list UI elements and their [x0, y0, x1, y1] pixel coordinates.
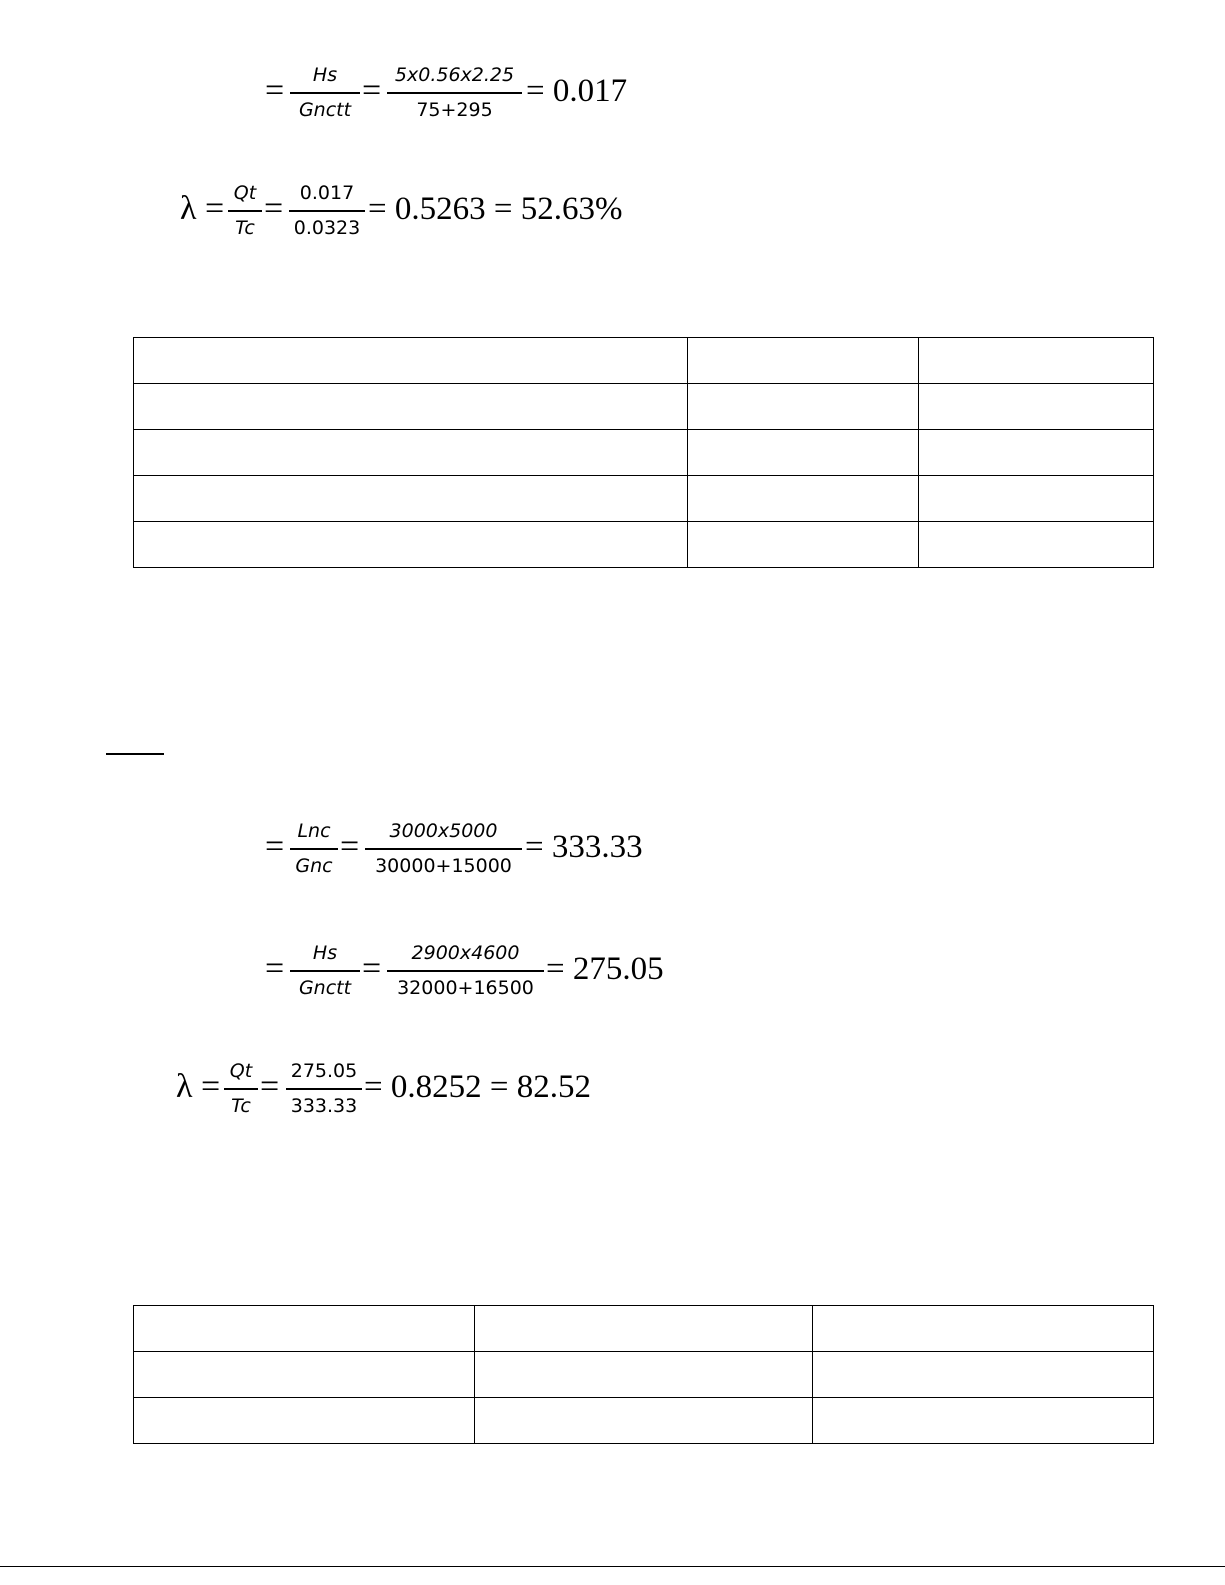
fraction-bar [365, 848, 522, 850]
page-bottom-rule [0, 1566, 1225, 1567]
numerator: Hs [312, 64, 338, 86]
equals-sign: = [340, 828, 360, 865]
table-cell [813, 1352, 1154, 1398]
underline-rule [106, 753, 164, 755]
table-cell [475, 1306, 813, 1352]
denominator: 0.0323 [293, 217, 361, 239]
table-row [134, 384, 1154, 430]
equals-sign: = [265, 828, 285, 865]
fraction-bar [387, 970, 544, 972]
equals-sign: = [260, 1068, 280, 1105]
table-row [134, 1352, 1154, 1398]
fraction-values [286, 1060, 362, 1117]
equals-sign: = [265, 72, 285, 109]
table-row [134, 338, 1154, 384]
result-value: = 0.8252 = 82.52 [364, 1069, 591, 1105]
numerator: 0.017 [299, 182, 355, 204]
table-row [134, 1306, 1154, 1352]
table-2 [133, 1305, 1154, 1444]
fraction-bar [290, 848, 338, 850]
fraction-bar [290, 92, 360, 94]
table-cell [688, 522, 919, 568]
table-row [134, 476, 1154, 522]
table-cell [134, 476, 688, 522]
numerator: Qt [229, 1060, 253, 1082]
denominator: 75+295 [416, 99, 493, 121]
table-cell [919, 522, 1154, 568]
fraction-values [289, 182, 365, 239]
fraction-hs-gnctt [290, 942, 360, 999]
fraction-bar [289, 210, 365, 212]
denominator: Gnc [295, 855, 333, 877]
table-cell [919, 430, 1154, 476]
table-cell [134, 338, 688, 384]
equals-sign: = [265, 950, 285, 987]
fraction-qt-tc [224, 1060, 258, 1117]
numerator: 5x0.56x2.25 [394, 64, 515, 86]
numerator: Lnc [297, 820, 331, 842]
numerator: Qt [233, 182, 257, 204]
fraction-values [387, 64, 522, 121]
table-cell [688, 476, 919, 522]
table-cell [919, 338, 1154, 384]
table-cell [134, 384, 688, 430]
result-value: = 275.05 [546, 951, 664, 987]
table-cell [813, 1398, 1154, 1444]
result-value: = 333.33 [525, 829, 643, 865]
table-cell [134, 1306, 475, 1352]
fraction-qt-tc [228, 182, 262, 239]
fraction-lnc-gnc [290, 820, 338, 877]
table-cell [919, 384, 1154, 430]
table-row [134, 1398, 1154, 1444]
numerator: 275.05 [290, 1060, 358, 1082]
fraction-values [387, 942, 544, 999]
equals-sign: = [362, 72, 382, 109]
denominator: 32000+16500 [397, 977, 534, 999]
table-cell [688, 338, 919, 384]
table-cell [813, 1306, 1154, 1352]
table-cell [475, 1398, 813, 1444]
table-1 [133, 337, 1154, 568]
lambda-equals: λ = [176, 1068, 221, 1105]
denominator: Tc [235, 217, 255, 239]
table-cell [134, 1398, 475, 1444]
numerator: 2900x4600 [411, 942, 520, 964]
table-cell [134, 430, 688, 476]
denominator: Gnctt [298, 977, 352, 999]
equals-sign: = [264, 190, 284, 227]
result-value: = 0.017 [526, 73, 628, 109]
table-row [134, 430, 1154, 476]
table-cell [475, 1352, 813, 1398]
denominator: Gnctt [298, 99, 352, 121]
fraction-hs-gnctt [290, 64, 360, 121]
table-cell [134, 1352, 475, 1398]
table-row [134, 522, 1154, 568]
denominator: 333.33 [290, 1095, 358, 1117]
fraction-bar [224, 1088, 258, 1090]
fraction-bar [290, 970, 360, 972]
equals-sign: = [362, 950, 382, 987]
denominator: 30000+15000 [375, 855, 512, 877]
fraction-bar [387, 92, 522, 94]
denominator: Tc [231, 1095, 251, 1117]
fraction-bar [286, 1088, 362, 1090]
table-cell [688, 430, 919, 476]
fraction-values [365, 820, 522, 877]
table-cell [919, 476, 1154, 522]
numerator: Hs [312, 942, 338, 964]
table-cell [688, 384, 919, 430]
numerator: 3000x5000 [389, 820, 498, 842]
fraction-bar [228, 210, 262, 212]
result-value: = 0.5263 = 52.63% [368, 191, 623, 227]
lambda-equals: λ = [180, 190, 225, 227]
table-cell [134, 522, 688, 568]
